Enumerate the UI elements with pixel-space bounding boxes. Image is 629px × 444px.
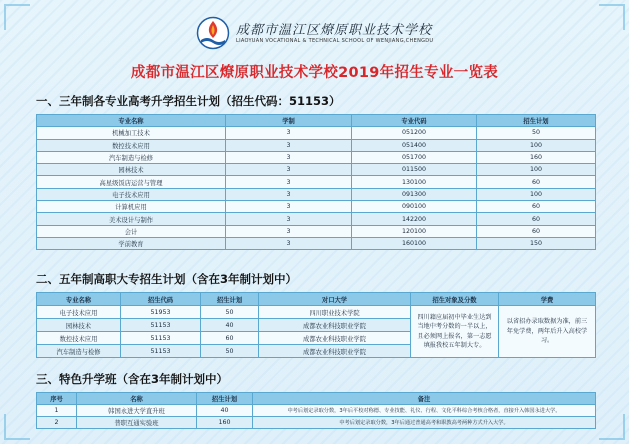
table-row (37, 164, 596, 176)
cell: 51953 (121, 306, 201, 319)
column-header: 对口大学 (259, 293, 411, 306)
enrollment-target-cell: 四川籍应届初中毕业生达到当地中考分数的一半以上，且必须网上报名，第一志愿填报我校五年制大专。 (411, 306, 499, 358)
cell: 160 (477, 151, 596, 163)
cell: 130100 (352, 176, 477, 188)
cell: 数控技术应用 (37, 139, 226, 151)
cell: 51153 (121, 345, 201, 358)
cell: 3 (226, 127, 352, 139)
three-year-plan-table (36, 114, 596, 250)
cell: 计算机应用 (37, 201, 226, 213)
cell: 汽车制造与检修 (37, 345, 121, 358)
cell: 高星级饭店运营与管理 (37, 176, 226, 188)
special-class-table (36, 392, 596, 429)
school-name-en: LIAOYUAN VOCATIONAL & TECHNICAL SCHOOL OF WENJIANG,CHENGDU (236, 38, 434, 44)
table-header-row (37, 115, 596, 127)
cell: 3 (226, 151, 352, 163)
table-row (37, 188, 596, 200)
cell: 成都农业科技职业学院 (259, 345, 411, 358)
cell: 60 (477, 225, 596, 237)
section2-title: 二、五年制高职大专招生计划（含在3年制计划中） (36, 272, 297, 286)
school-name-cn: 成都市温江区燎原职业技术学校 (236, 23, 433, 38)
school-emblem-icon (196, 16, 230, 50)
tuition-cell: 以省招办录取数据为准，前三年免学费，两年后升入高校学习。 (499, 306, 596, 358)
cell: 3 (226, 201, 352, 213)
table-row (37, 306, 596, 319)
cell: 50 (201, 345, 259, 358)
cell: 100 (477, 188, 596, 200)
section3-title: 三、特色升学班（含在3年制计划中） (36, 372, 228, 386)
remark-cell: 中考后划定录取分数，3年后通过普通高考和职教高考两种方式升入大学。 (253, 417, 596, 429)
cell: 011500 (352, 164, 477, 176)
cell: 120100 (352, 225, 477, 237)
column-header: 专业名称 (37, 115, 226, 127)
cell: 成都农业科技职业学院 (259, 319, 411, 332)
cell: 51153 (121, 332, 201, 345)
cell: 3 (226, 225, 352, 237)
cell: 韩国永进大学直升班 (77, 405, 197, 417)
school-logo (196, 16, 436, 52)
cell: 51153 (121, 319, 201, 332)
cell: 60 (477, 176, 596, 188)
cell: 100 (477, 164, 596, 176)
cell: 051400 (352, 139, 477, 151)
cell: 机械加工技术 (37, 127, 226, 139)
cell: 普职互通实验班 (77, 417, 197, 429)
column-header: 招生计划 (477, 115, 596, 127)
column-header: 招生计划 (201, 293, 259, 306)
cell: 40 (197, 405, 253, 417)
table-row (37, 139, 596, 151)
cell: 会计 (37, 225, 226, 237)
cell: 090100 (352, 201, 477, 213)
table-row (37, 151, 596, 163)
cell: 60 (477, 213, 596, 225)
cell: 学前教育 (37, 237, 226, 249)
table-row (37, 237, 596, 249)
table-row (37, 405, 596, 417)
column-header: 招生计划 (197, 393, 253, 405)
cell: 园林技术 (37, 319, 121, 332)
table-header-row (37, 393, 596, 405)
column-header: 专业名称 (37, 293, 121, 306)
cell: 142200 (352, 213, 477, 225)
cell: 50 (477, 127, 596, 139)
corner-ornament (599, 4, 625, 30)
cell: 3 (226, 213, 352, 225)
section1-title: 一、三年制各专业高考升学招生计划（招生代码：51153） (36, 94, 341, 108)
cell: 3 (226, 176, 352, 188)
table-row (37, 417, 596, 429)
table-header-row (37, 293, 596, 306)
column-header: 招生代码 (121, 293, 201, 306)
cell: 051700 (352, 151, 477, 163)
cell: 1 (37, 405, 77, 417)
cell: 160100 (352, 237, 477, 249)
table-row (37, 225, 596, 237)
cell: 100 (477, 139, 596, 151)
column-header: 序号 (37, 393, 77, 405)
column-header: 学费 (499, 293, 596, 306)
cell: 2 (37, 417, 77, 429)
cell: 3 (226, 164, 352, 176)
table-row (37, 213, 596, 225)
remark-cell: 中考后划定录取分数，3年后平校对称德、专业技能、礼仪、行程、文化平科综合考核合格者，直接升入韩国永进大学。 (253, 405, 596, 417)
table-row (37, 176, 596, 188)
cell: 电子技术应用 (37, 188, 226, 200)
cell: 成都农业科技职业学院 (259, 332, 411, 345)
five-year-plan-table (36, 292, 596, 358)
cell: 3 (226, 237, 352, 249)
cell: 60 (477, 201, 596, 213)
column-header: 名称 (77, 393, 197, 405)
table-row (37, 127, 596, 139)
corner-ornament (599, 414, 625, 440)
cell: 160 (197, 417, 253, 429)
cell: 园林技术 (37, 164, 226, 176)
cell: 40 (201, 319, 259, 332)
cell: 3 (226, 139, 352, 151)
cell: 3 (226, 188, 352, 200)
column-header: 招生对象及分数 (411, 293, 499, 306)
page-title: 成都市温江区燎原职业技术学校2019年招生专业一览表 (130, 65, 499, 81)
cell: 汽车制造与检修 (37, 151, 226, 163)
cell: 051200 (352, 127, 477, 139)
cell: 四川职业技术学院 (259, 306, 411, 319)
cell: 数控技术应用 (37, 332, 121, 345)
corner-ornament (4, 4, 30, 30)
column-header: 专业代码 (352, 115, 477, 127)
cell: 电子技术应用 (37, 306, 121, 319)
cell: 091300 (352, 188, 477, 200)
corner-ornament (4, 414, 30, 440)
table-row (37, 201, 596, 213)
column-header: 学制 (226, 115, 352, 127)
cell: 美术设计与制作 (37, 213, 226, 225)
column-header: 备注 (253, 393, 596, 405)
cell: 60 (201, 332, 259, 345)
cell: 150 (477, 237, 596, 249)
cell: 50 (201, 306, 259, 319)
